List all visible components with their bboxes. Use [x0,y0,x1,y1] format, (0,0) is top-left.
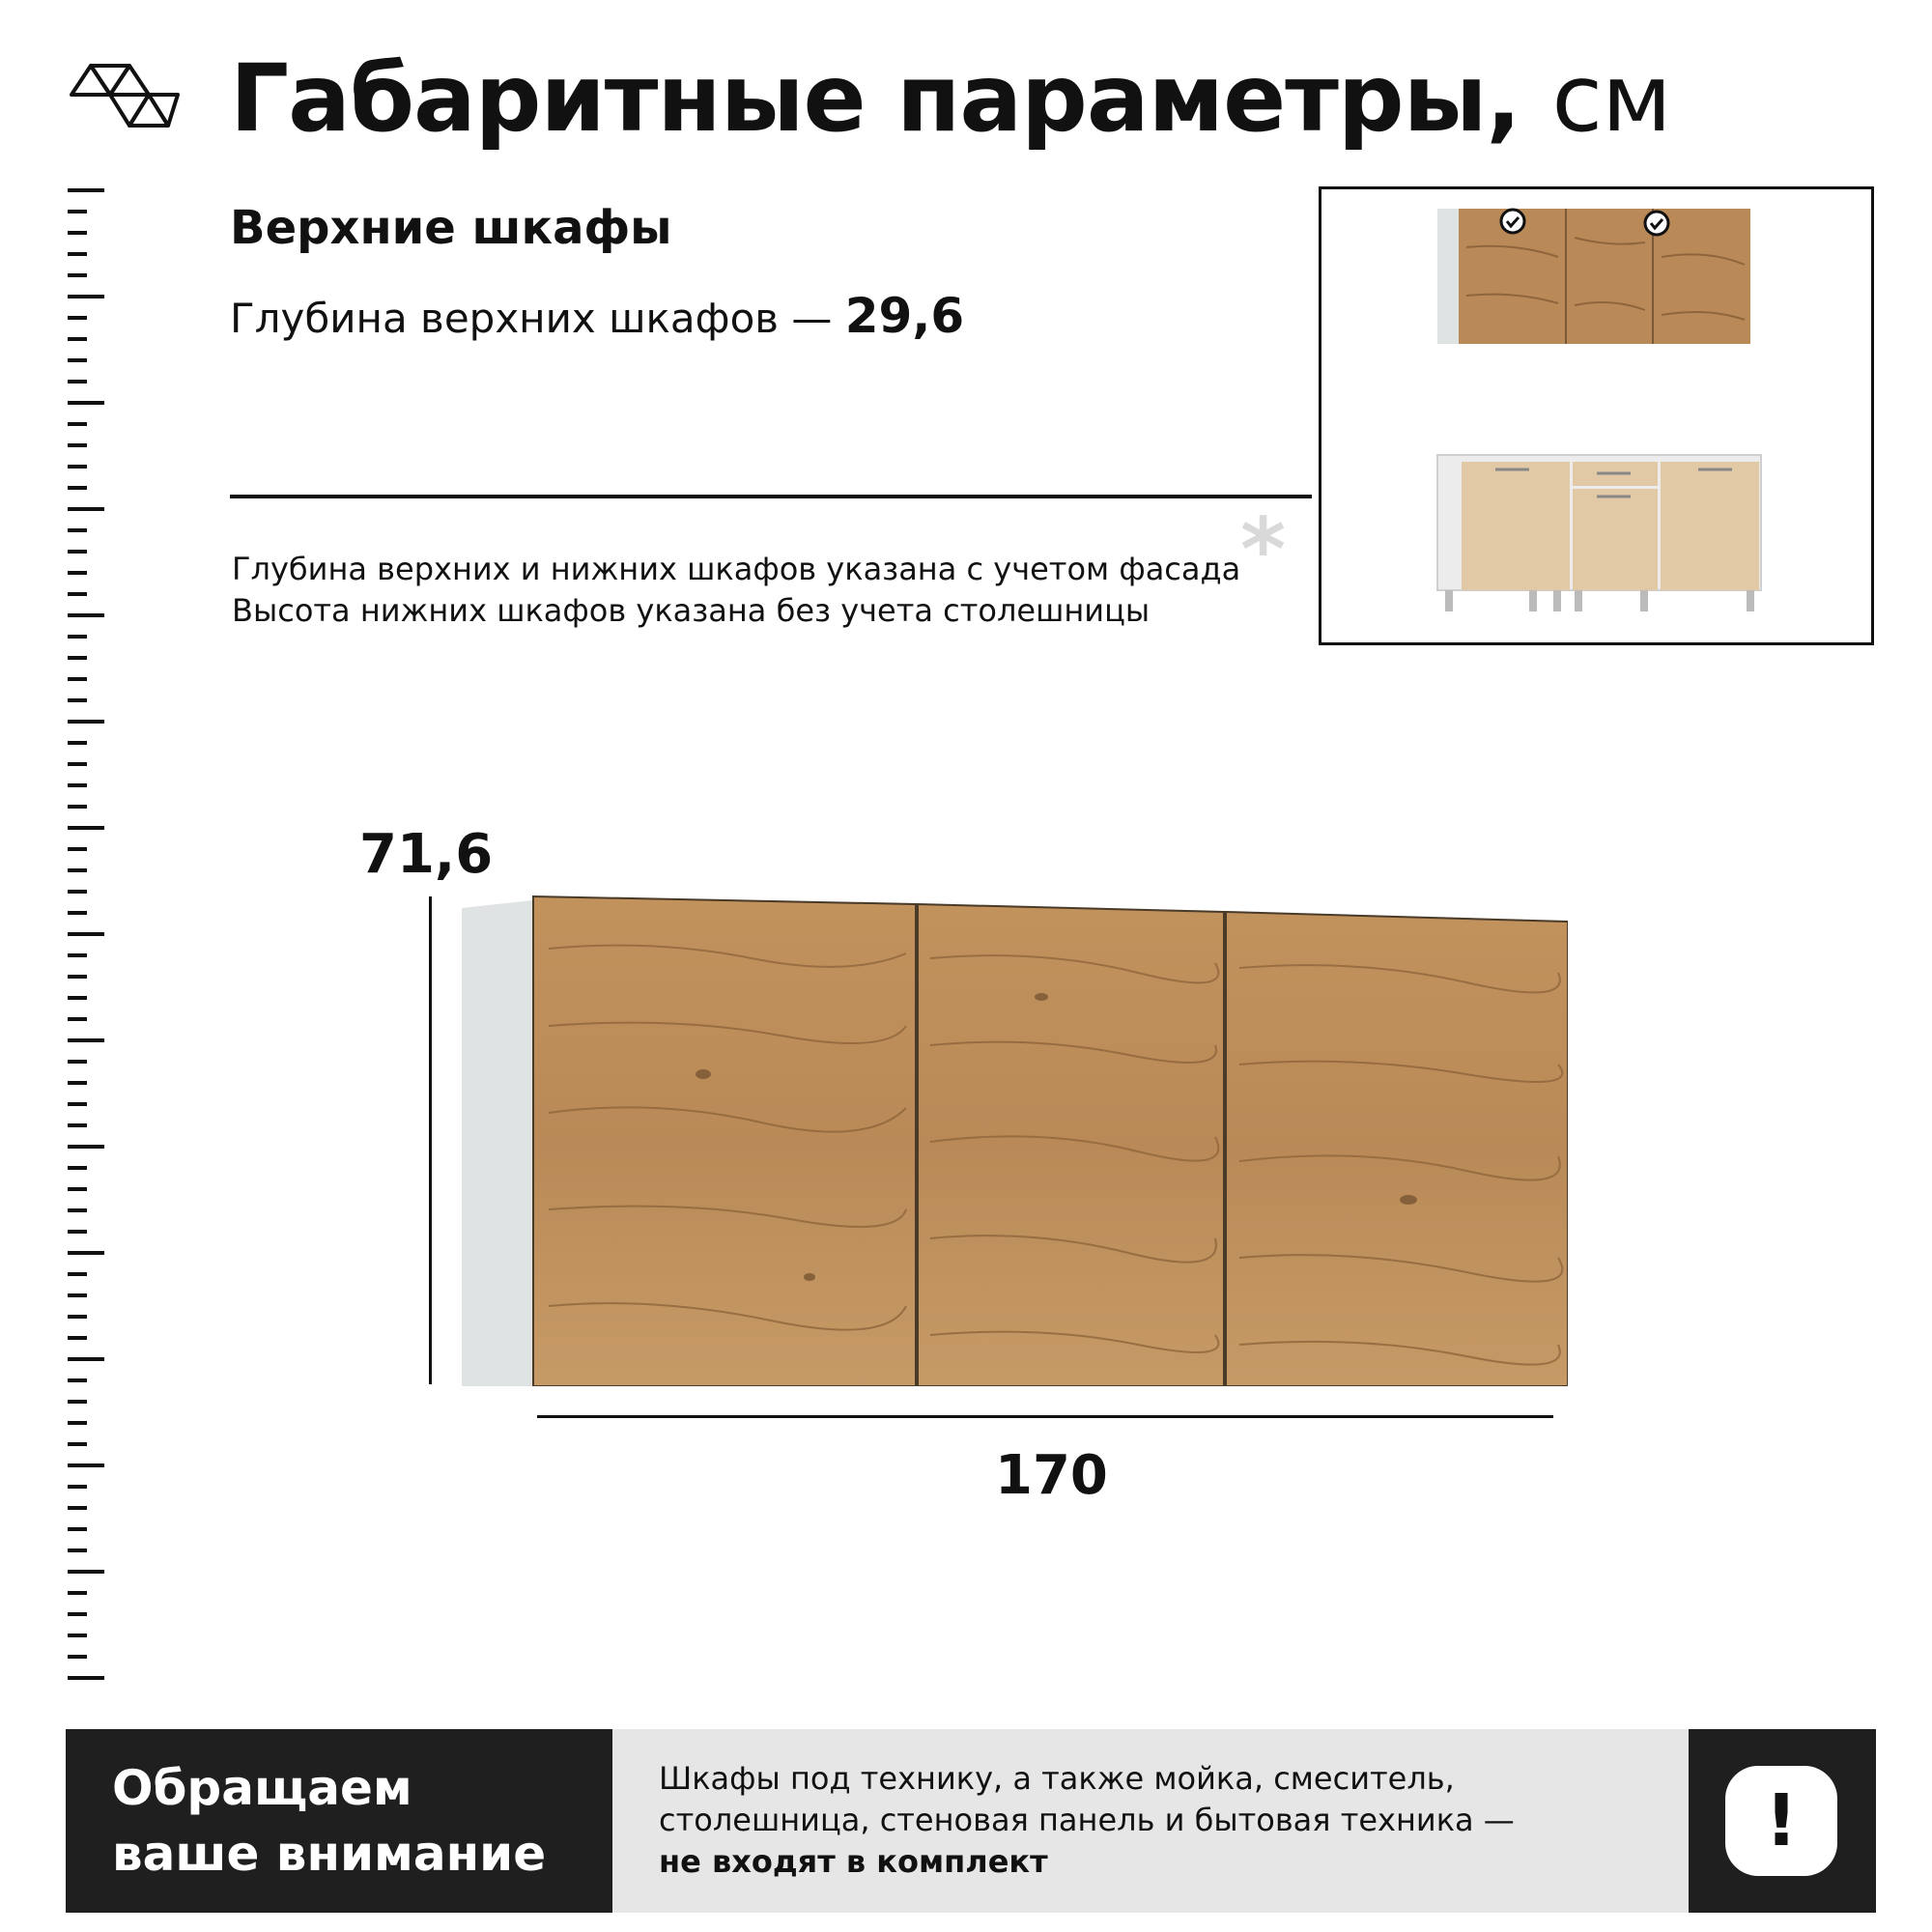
ruler-tick [68,1187,87,1191]
ruler-tick [68,890,87,894]
ruler-tick [68,231,87,235]
divider-line [230,495,1312,498]
ruler-tick [68,741,87,745]
ruler-tick [68,826,104,830]
attention-line-2: ваше внимание [112,1825,547,1882]
ruler-tick [68,1230,87,1234]
message-line-2: столешница, стеновая панель и бытовая техника — [659,1802,1515,1839]
reference-image-box [1319,186,1874,645]
ruler-tick [68,1293,87,1297]
attention-heading [112,1756,546,1887]
ruler-tick [68,1442,87,1446]
ruler-tick [68,380,87,384]
ruler-tick [68,1506,87,1510]
ruler-tick [68,996,87,1000]
ruler-tick [68,273,87,277]
ruler-tick [68,656,87,660]
page-title [230,44,1671,153]
message-line-1: Шкафы под технику, а также мойка, смеситель, [659,1760,1455,1797]
ruler-tick [68,252,87,256]
kitchen-set-illustration [1321,189,1871,642]
depth-info [230,288,964,344]
ruler-tick [68,1208,87,1212]
geometric-logo-icon [70,56,181,133]
ruler-tick [68,1272,87,1276]
ruler-tick [68,805,87,809]
ruler-tick [68,1251,104,1255]
ruler-tick [68,465,87,469]
ruler-tick [68,1081,87,1085]
measurement-ruler [68,188,106,1676]
ruler-tick [68,1570,104,1574]
section-subtitle: Верхние шкафы [230,201,672,255]
ruler-tick [68,1145,104,1149]
ruler-tick [68,1038,104,1042]
attention-block [66,1729,612,1913]
ruler-tick [68,868,87,872]
ruler-tick [68,847,87,851]
ruler-tick [68,1060,87,1064]
footnote-line-2: Высота нижних шкафов указана без учета столешницы [232,592,1151,630]
ruler-tick [68,1378,87,1382]
ruler-tick [68,592,87,596]
ruler-tick [68,1400,87,1404]
attention-message-block [612,1729,1689,1913]
ruler-tick [68,316,87,320]
ruler-tick [68,188,104,192]
attention-message [659,1758,1515,1884]
asterisk-icon: * [1240,499,1287,601]
ruler-tick [68,1017,87,1021]
ruler-tick [68,1421,87,1425]
ruler-tick [68,1548,87,1552]
ruler-tick [68,486,87,490]
ruler-tick [68,1357,104,1361]
lower-cabinets-thumbnail [1437,455,1761,611]
ruler-tick [68,613,104,617]
ruler-tick [68,1676,104,1680]
ruler-tick [68,210,87,213]
height-dimension-label: 71,6 [359,823,494,886]
ruler-tick [68,1634,87,1637]
ruler-tick [68,677,87,681]
ruler-tick [68,783,87,787]
ruler-tick [68,358,87,362]
ruler-tick [68,550,87,554]
ruler-tick [68,528,87,532]
width-dimension-label: 170 [995,1444,1108,1507]
footnote [232,549,1240,632]
ruler-tick [68,762,87,766]
ruler-tick [68,1527,87,1531]
ruler-tick [68,443,87,447]
ruler-tick [68,1463,104,1467]
ruler-tick [68,953,87,957]
ruler-tick [68,422,87,426]
ruler-tick [68,1166,87,1170]
ruler-tick [68,1591,87,1595]
ruler-tick [68,1485,87,1489]
title-unit: см [1551,44,1671,153]
ruler-tick [68,1336,87,1340]
ruler-tick [68,720,104,724]
ruler-tick [68,932,104,936]
ruler-tick [68,911,87,915]
attention-line-1: Обращаем [112,1760,412,1816]
ruler-tick [68,975,87,979]
upper-cabinets-thumbnail [1437,209,1750,344]
ruler-tick [68,1123,87,1127]
ruler-tick [68,507,104,511]
ruler-tick [68,1655,87,1659]
ruler-tick [68,1102,87,1106]
footnote-line-1: Глубина верхних и нижних шкафов указана с учетом фасада [232,551,1241,587]
exclamation-icon: ! [1725,1766,1837,1876]
ruler-tick [68,698,87,702]
warning-block [1689,1729,1876,1913]
message-line-3: не входят в комплект [659,1843,1048,1881]
width-dimension-line [537,1415,1553,1418]
ruler-tick [68,401,104,405]
depth-value: 29,6 [844,288,965,344]
ruler-tick [68,635,87,639]
ruler-tick [68,571,87,575]
ruler-tick [68,1315,87,1319]
height-dimension-line [429,896,432,1384]
title-text: Габаритные параметры, [230,44,1520,153]
ruler-tick [68,1612,87,1616]
upper-cabinet-drawing [462,891,1568,1386]
ruler-tick [68,337,87,341]
depth-label: Глубина верхних шкафов — [230,295,833,342]
ruler-tick [68,295,104,298]
